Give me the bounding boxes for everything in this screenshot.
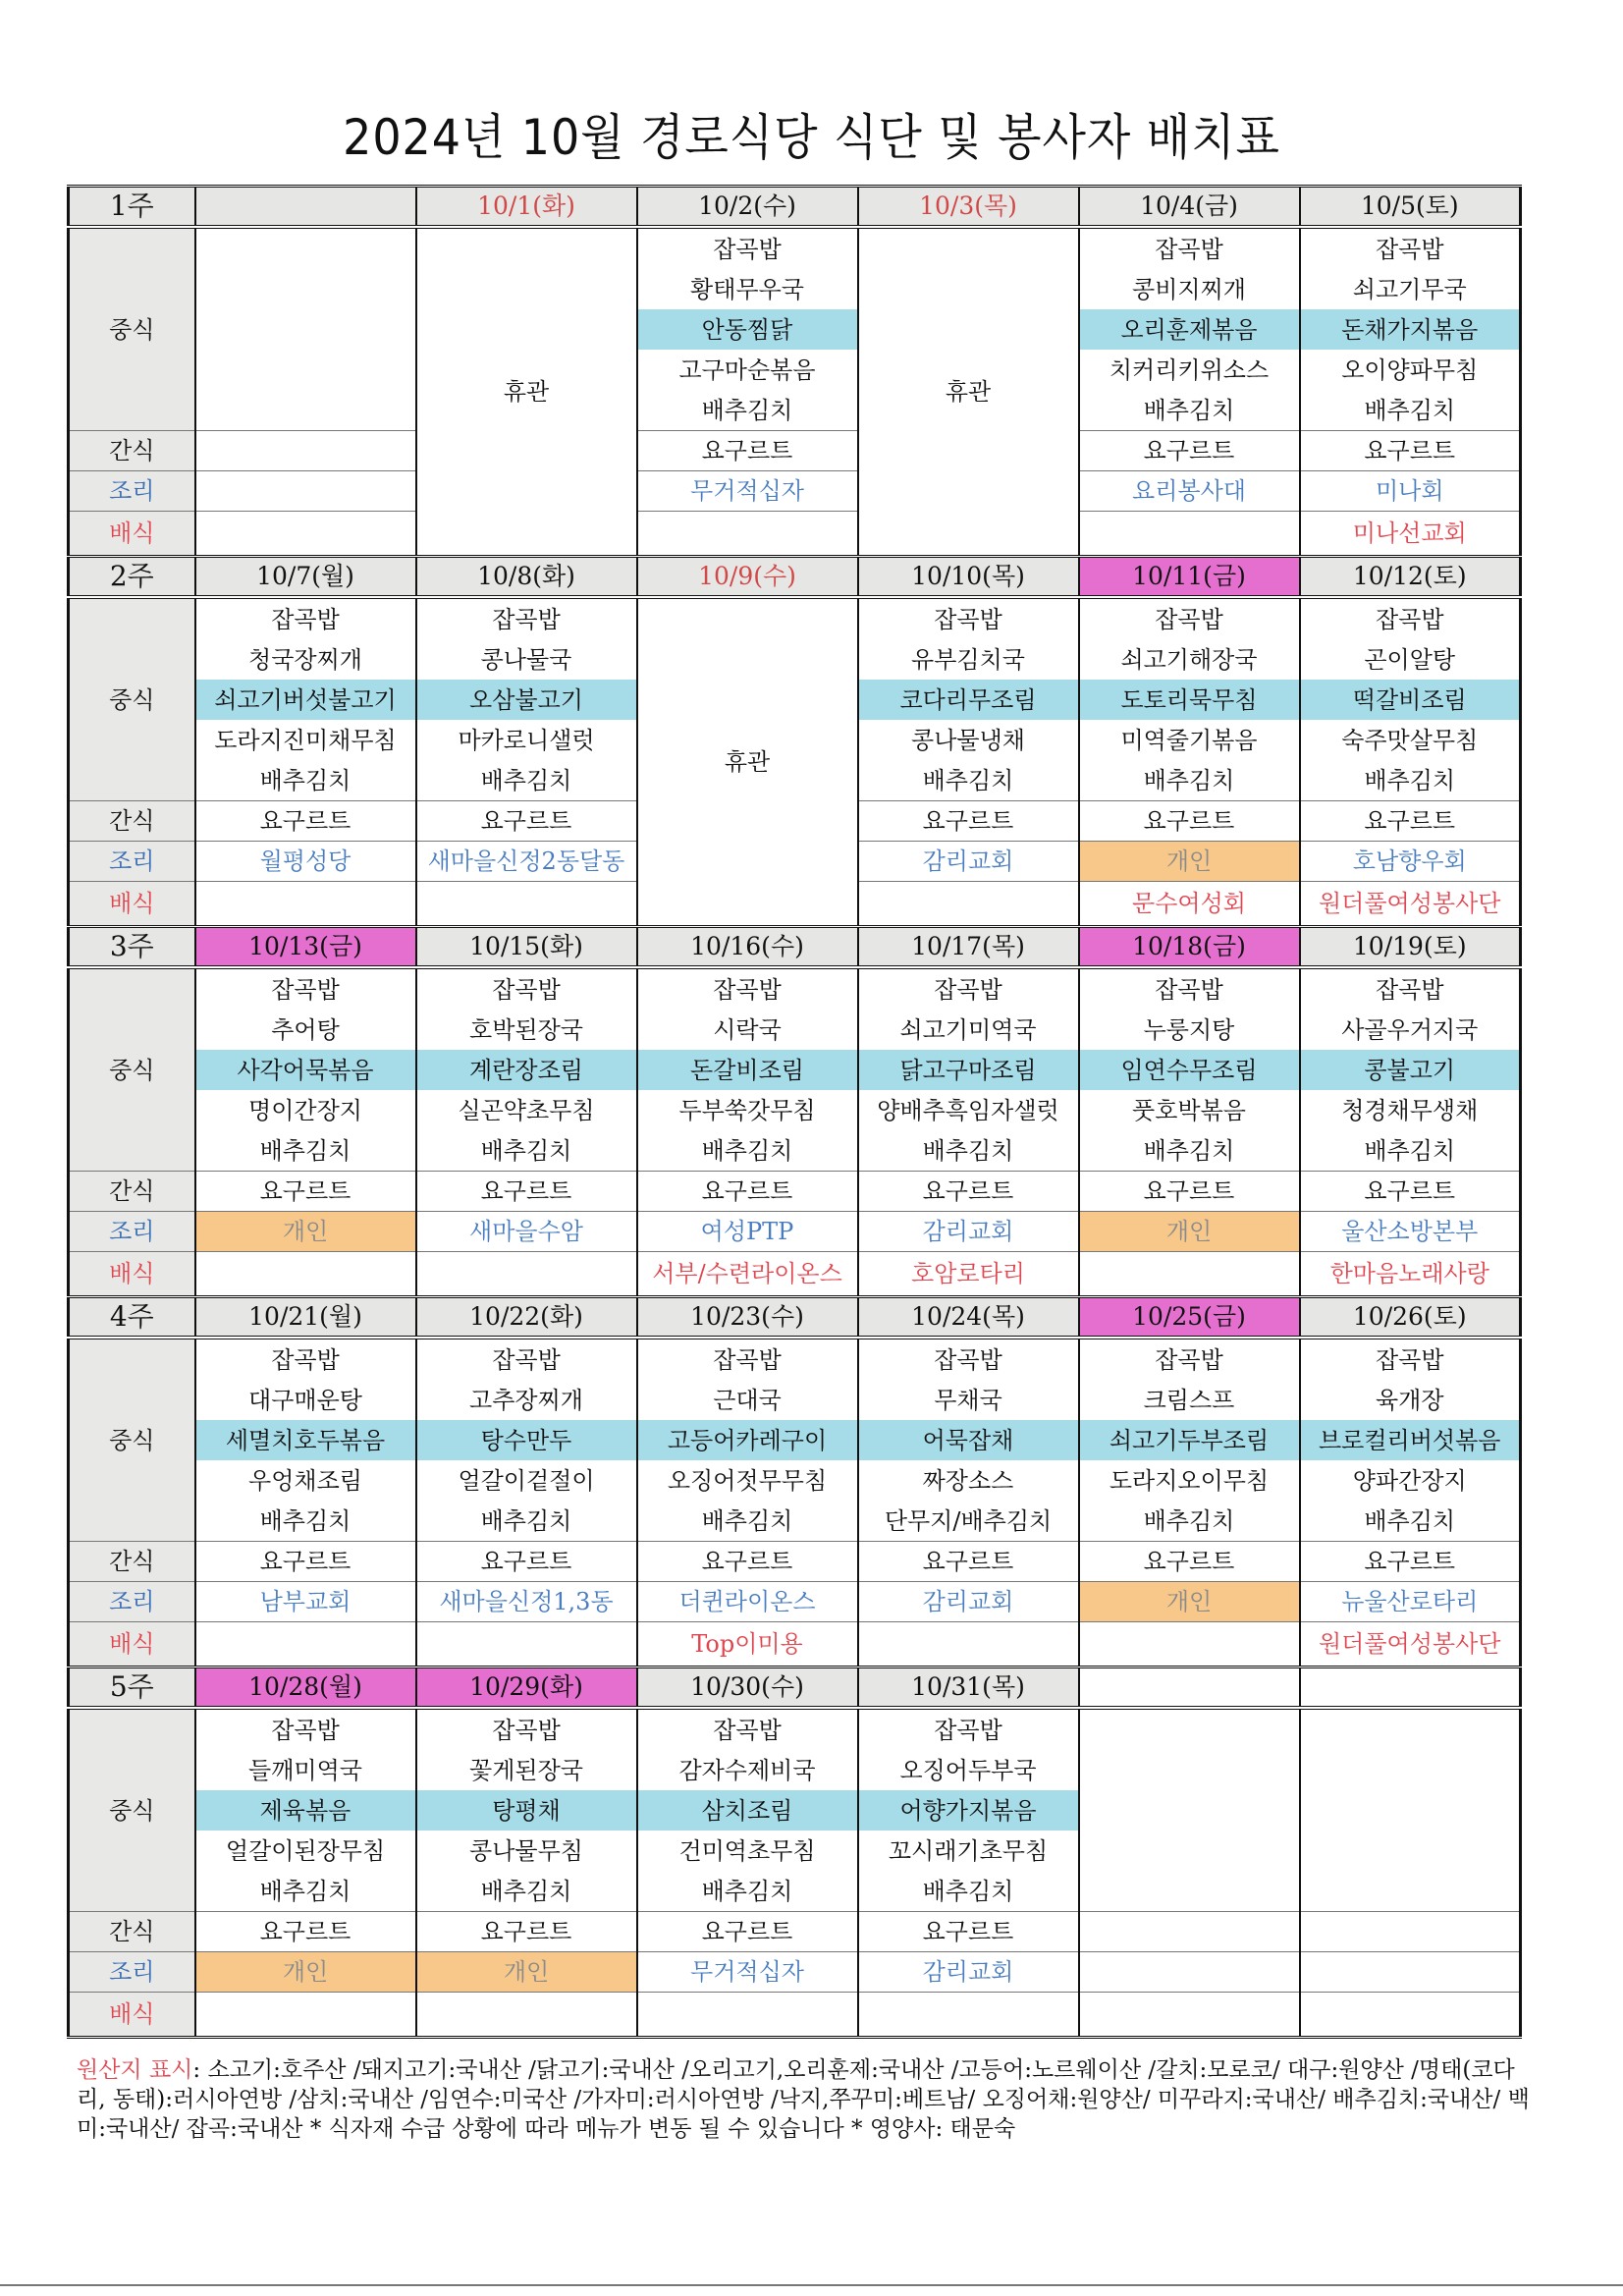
row-label-snack: 간식 bbox=[69, 1542, 195, 1582]
snack-item: 요구르트 bbox=[416, 1172, 637, 1212]
menu-item: 배추김치 bbox=[1079, 1501, 1300, 1542]
day-date-header: 10/21(월) bbox=[195, 1297, 416, 1339]
menu-item: 근대국 bbox=[637, 1380, 858, 1420]
empty-menu-cell bbox=[1079, 1708, 1300, 1912]
row-label-serve: 배식 bbox=[69, 1622, 195, 1667]
serve-volunteer-row bbox=[69, 1252, 1521, 1297]
menu-item: 오이양파무침 bbox=[1300, 350, 1521, 390]
empty-snack-cell bbox=[1079, 1912, 1300, 1952]
snack-item: 요구르트 bbox=[1300, 1542, 1521, 1582]
menu-item: 잡곡밥 bbox=[637, 1708, 858, 1750]
row-label-lunch: 중식 bbox=[69, 597, 195, 801]
menu-item: 마카로니샐럿 bbox=[416, 720, 637, 760]
day-date-header bbox=[195, 187, 416, 228]
week-label: 1주 bbox=[69, 187, 195, 228]
serve-volunteer bbox=[858, 882, 1079, 927]
menu-item: 어묵잡채 bbox=[858, 1420, 1079, 1460]
row-label-serve: 배식 bbox=[69, 1993, 195, 2038]
day-date-header: 10/3(목) bbox=[858, 187, 1079, 228]
day-date-header: 10/26(토) bbox=[1300, 1297, 1521, 1339]
menu-item: 유부김치국 bbox=[858, 639, 1079, 680]
serve-volunteer bbox=[416, 1993, 637, 2038]
menu-item: 대구매운탕 bbox=[195, 1380, 416, 1420]
menu-item: 콩비지찌개 bbox=[1079, 269, 1300, 309]
cook-volunteer-row bbox=[69, 471, 1521, 512]
menu-item: 잡곡밥 bbox=[195, 1708, 416, 1750]
menu-item: 배추김치 bbox=[1300, 390, 1521, 431]
schedule-table bbox=[67, 185, 1522, 2039]
menu-item: 잡곡밥 bbox=[637, 967, 858, 1010]
menu-item: 청국장찌개 bbox=[195, 639, 416, 680]
menu-item: 콩나물냉채 bbox=[858, 720, 1079, 760]
serve-volunteer bbox=[858, 1622, 1079, 1667]
menu-item: 배추김치 bbox=[858, 1871, 1079, 1912]
day-date-header: 10/4(금) bbox=[1079, 187, 1300, 228]
menu-item: 쇠고기무국 bbox=[1300, 269, 1521, 309]
serve-volunteer: 미나선교회 bbox=[1300, 512, 1521, 557]
day-date-header: 10/28(월) bbox=[195, 1667, 416, 1709]
serve-volunteer bbox=[1079, 512, 1300, 557]
menu-item: 콩불고기 bbox=[1300, 1050, 1521, 1090]
lunch-menu-row bbox=[69, 1420, 1521, 1460]
serve-volunteer-row bbox=[69, 512, 1521, 557]
empty-menu-cell bbox=[1300, 1708, 1521, 1912]
menu-item: 잡곡밥 bbox=[1300, 967, 1521, 1010]
menu-item: 크림스프 bbox=[1079, 1380, 1300, 1420]
menu-item: 잡곡밥 bbox=[637, 227, 858, 269]
day-date-header: 10/29(화) bbox=[416, 1667, 637, 1709]
menu-item: 잡곡밥 bbox=[195, 597, 416, 639]
menu-item: 제육볶음 bbox=[195, 1790, 416, 1831]
menu-item: 황태무우국 bbox=[637, 269, 858, 309]
day-date-header: 10/25(금) bbox=[1079, 1297, 1300, 1339]
serve-volunteer bbox=[637, 512, 858, 557]
snack-row bbox=[69, 1542, 1521, 1582]
snack-item: 요구르트 bbox=[416, 1912, 637, 1952]
lunch-menu-row bbox=[69, 227, 1521, 269]
empty-serve-cell bbox=[1079, 1993, 1300, 2038]
snack-item: 요구르트 bbox=[1079, 801, 1300, 842]
serve-volunteer: 문수여성회 bbox=[1079, 882, 1300, 927]
menu-item: 배추김치 bbox=[195, 760, 416, 801]
serve-volunteer bbox=[195, 1622, 416, 1667]
day-date-header bbox=[1300, 1667, 1521, 1709]
empty-menu-cell bbox=[195, 227, 416, 431]
menu-item: 감자수제비국 bbox=[637, 1750, 858, 1790]
menu-item: 도토리묵무침 bbox=[1079, 680, 1300, 720]
serve-volunteer: 서부/수련라이온스 bbox=[637, 1252, 858, 1297]
lunch-menu-row bbox=[69, 1090, 1521, 1130]
menu-item: 잡곡밥 bbox=[416, 1338, 637, 1380]
menu-item: 양배추흑임자샐럿 bbox=[858, 1090, 1079, 1130]
menu-item: 사각어묵볶음 bbox=[195, 1050, 416, 1090]
row-label-cook: 조리 bbox=[69, 1212, 195, 1252]
snack-item: 요구르트 bbox=[195, 1172, 416, 1212]
menu-item: 배추김치 bbox=[637, 390, 858, 431]
menu-item: 배추김치 bbox=[637, 1501, 858, 1542]
cook-volunteer: 뉴울산로타리 bbox=[1300, 1582, 1521, 1622]
notice-text: * 식자재 수급 상황에 따라 메뉴가 변동 될 수 있습니다 * 영양사: 태문숙 bbox=[302, 2116, 1016, 2142]
empty-cook-cell bbox=[195, 471, 416, 512]
cook-volunteer: 새마을신정1,3동 bbox=[416, 1582, 637, 1622]
cook-volunteer: 개인 bbox=[1079, 1582, 1300, 1622]
week-header-row bbox=[69, 187, 1521, 228]
day-date-header: 10/2(수) bbox=[637, 187, 858, 228]
menu-item: 잡곡밥 bbox=[1300, 1338, 1521, 1380]
serve-volunteer: 한마음노래사랑 bbox=[1300, 1252, 1521, 1297]
menu-item: 쇠고기미역국 bbox=[858, 1010, 1079, 1050]
menu-item: 꽃게된장국 bbox=[416, 1750, 637, 1790]
day-date-header: 10/17(목) bbox=[858, 927, 1079, 968]
menu-item: 잡곡밥 bbox=[637, 1338, 858, 1380]
empty-snack-cell bbox=[1300, 1912, 1521, 1952]
menu-item: 누룽지탕 bbox=[1079, 1010, 1300, 1050]
origin-text: : 소고기:호주산 /돼지고기:국내산 /닭고기:국내산 /오리고기,오리훈제:국내산 /고등어:노르웨이산 /갈치:모로코/ 대구:원양산 /명태(코다리, 동태):러시아연방 /삼치:국내산 /임연수:미국산 /가자미:러시아연방 /낙지,쭈꾸미:베트남/ 오징어채:원양산/ 미꾸라지:국내산/ 배추김치:국내산/ 백미:국내산/ 잡곡:국내산 bbox=[77, 2057, 1530, 2142]
row-label-snack: 간식 bbox=[69, 431, 195, 471]
serve-volunteer: 원더풀여성봉사단 bbox=[1300, 882, 1521, 927]
menu-item: 잡곡밥 bbox=[1079, 227, 1300, 269]
menu-item: 어향가지볶음 bbox=[858, 1790, 1079, 1831]
menu-item: 잡곡밥 bbox=[1079, 597, 1300, 639]
menu-item: 잡곡밥 bbox=[858, 967, 1079, 1010]
menu-item: 배추김치 bbox=[416, 760, 637, 801]
menu-item: 삼치조림 bbox=[637, 1790, 858, 1831]
lunch-menu-row bbox=[69, 1380, 1521, 1420]
menu-item: 풋호박볶음 bbox=[1079, 1090, 1300, 1130]
lunch-menu-row bbox=[69, 1501, 1521, 1542]
menu-item: 꼬시래기초무침 bbox=[858, 1831, 1079, 1871]
menu-item: 육개장 bbox=[1300, 1380, 1521, 1420]
snack-item: 요구르트 bbox=[858, 801, 1079, 842]
row-label-serve: 배식 bbox=[69, 1252, 195, 1297]
day-date-header bbox=[1079, 1667, 1300, 1709]
menu-item: 배추김치 bbox=[637, 1871, 858, 1912]
serve-volunteer: 원더풀여성봉사단 bbox=[1300, 1622, 1521, 1667]
snack-row bbox=[69, 1172, 1521, 1212]
snack-row bbox=[69, 1912, 1521, 1952]
row-label-serve: 배식 bbox=[69, 512, 195, 557]
snack-item: 요구르트 bbox=[1079, 1172, 1300, 1212]
serve-volunteer bbox=[195, 882, 416, 927]
cook-volunteer: 요리봉사대 bbox=[1079, 471, 1300, 512]
lunch-menu-row bbox=[69, 597, 1521, 639]
serve-volunteer bbox=[416, 882, 637, 927]
day-date-header: 10/11(금) bbox=[1079, 557, 1300, 598]
menu-item: 배추김치 bbox=[195, 1501, 416, 1542]
serve-volunteer bbox=[195, 1252, 416, 1297]
menu-item: 명이간장지 bbox=[195, 1090, 416, 1130]
cook-volunteer: 새마을신정2동달동 bbox=[416, 842, 637, 882]
cook-volunteer: 여성PTP bbox=[637, 1212, 858, 1252]
menu-item: 배추김치 bbox=[416, 1130, 637, 1172]
menu-item: 오징어두부국 bbox=[858, 1750, 1079, 1790]
menu-item: 양파간장지 bbox=[1300, 1460, 1521, 1501]
menu-item: 들깨미역국 bbox=[195, 1750, 416, 1790]
menu-item: 배추김치 bbox=[416, 1501, 637, 1542]
menu-item: 배추김치 bbox=[1079, 760, 1300, 801]
cook-volunteer: 미나회 bbox=[1300, 471, 1521, 512]
holiday-closed-cell: 휴관 bbox=[416, 227, 637, 557]
row-label-cook: 조리 bbox=[69, 842, 195, 882]
day-date-header: 10/9(수) bbox=[637, 557, 858, 598]
menu-item: 콩나물국 bbox=[416, 639, 637, 680]
day-date-header: 10/13(금) bbox=[195, 927, 416, 968]
menu-item: 잡곡밥 bbox=[416, 1708, 637, 1750]
menu-item: 무채국 bbox=[858, 1380, 1079, 1420]
menu-item: 고구마순볶음 bbox=[637, 350, 858, 390]
day-date-header: 10/10(목) bbox=[858, 557, 1079, 598]
lunch-menu-row bbox=[69, 1130, 1521, 1172]
menu-item: 배추김치 bbox=[416, 1871, 637, 1912]
page-title: 2024년 10월 경로식당 식단 및 봉사자 배치표 bbox=[343, 109, 1280, 166]
week-label: 5주 bbox=[69, 1667, 195, 1709]
day-date-header: 10/8(화) bbox=[416, 557, 637, 598]
empty-cook-cell bbox=[1300, 1952, 1521, 1993]
day-date-header: 10/23(수) bbox=[637, 1297, 858, 1339]
cook-volunteer-row bbox=[69, 1212, 1521, 1252]
serve-volunteer bbox=[1079, 1622, 1300, 1667]
week-label: 4주 bbox=[69, 1297, 195, 1339]
row-label-snack: 간식 bbox=[69, 1912, 195, 1952]
menu-item: 실곤약초무침 bbox=[416, 1090, 637, 1130]
cook-volunteer: 월평성당 bbox=[195, 842, 416, 882]
snack-item: 요구르트 bbox=[1300, 431, 1521, 471]
menu-item: 호박된장국 bbox=[416, 1010, 637, 1050]
origin-label: 원산지 표시 bbox=[77, 2057, 193, 2083]
menu-item: 잡곡밥 bbox=[858, 1338, 1079, 1380]
lunch-menu-row bbox=[69, 1460, 1521, 1501]
menu-item: 청경채무생채 bbox=[1300, 1090, 1521, 1130]
menu-item: 잡곡밥 bbox=[858, 1708, 1079, 1750]
serve-volunteer: 호암로타리 bbox=[858, 1252, 1079, 1297]
snack-row bbox=[69, 431, 1521, 471]
snack-item: 요구르트 bbox=[858, 1912, 1079, 1952]
menu-item: 두부쑥갓무침 bbox=[637, 1090, 858, 1130]
menu-item: 짜장소스 bbox=[858, 1460, 1079, 1501]
menu-item: 오리훈제볶음 bbox=[1079, 309, 1300, 350]
snack-item: 요구르트 bbox=[637, 1912, 858, 1952]
holiday-closed-cell: 휴관 bbox=[637, 597, 858, 927]
menu-item: 치커리키위소스 bbox=[1079, 350, 1300, 390]
menu-item: 돈갈비조림 bbox=[637, 1050, 858, 1090]
menu-item: 닭고구마조림 bbox=[858, 1050, 1079, 1090]
menu-item: 시락국 bbox=[637, 1010, 858, 1050]
snack-item: 요구르트 bbox=[637, 1172, 858, 1212]
empty-snack-cell bbox=[195, 431, 416, 471]
menu-item: 건미역초무침 bbox=[637, 1831, 858, 1871]
menu-item: 배추김치 bbox=[195, 1130, 416, 1172]
cook-volunteer: 감리교회 bbox=[858, 1582, 1079, 1622]
day-date-header: 10/12(토) bbox=[1300, 557, 1521, 598]
menu-item: 숙주맛살무침 bbox=[1300, 720, 1521, 760]
row-label-lunch: 중식 bbox=[69, 227, 195, 431]
menu-item: 계란장조림 bbox=[416, 1050, 637, 1090]
page-bottom-rule bbox=[0, 2284, 1623, 2286]
week-label: 2주 bbox=[69, 557, 195, 598]
row-label-lunch: 중식 bbox=[69, 967, 195, 1172]
menu-item: 잡곡밥 bbox=[416, 597, 637, 639]
week-label: 3주 bbox=[69, 927, 195, 968]
menu-item: 잡곡밥 bbox=[195, 1338, 416, 1380]
menu-item: 단무지/배추김치 bbox=[858, 1501, 1079, 1542]
menu-item: 배추김치 bbox=[1300, 1130, 1521, 1172]
lunch-menu-row bbox=[69, 1708, 1521, 1750]
snack-item: 요구르트 bbox=[416, 801, 637, 842]
serve-volunteer bbox=[416, 1622, 637, 1667]
menu-item: 탕평채 bbox=[416, 1790, 637, 1831]
snack-item: 요구르트 bbox=[195, 801, 416, 842]
snack-item: 요구르트 bbox=[637, 431, 858, 471]
menu-item: 얼갈이된장무침 bbox=[195, 1831, 416, 1871]
menu-item: 추어탕 bbox=[195, 1010, 416, 1050]
day-date-header: 10/15(화) bbox=[416, 927, 637, 968]
day-date-header: 10/22(화) bbox=[416, 1297, 637, 1339]
week-header-row bbox=[69, 927, 1521, 968]
snack-item: 요구르트 bbox=[1079, 431, 1300, 471]
week-header-row bbox=[69, 1667, 1521, 1709]
lunch-menu-row bbox=[69, 1010, 1521, 1050]
cook-volunteer: 개인 bbox=[195, 1952, 416, 1993]
menu-item: 잡곡밥 bbox=[858, 597, 1079, 639]
origin-footer bbox=[77, 2055, 1530, 2144]
menu-item: 배추김치 bbox=[637, 1130, 858, 1172]
menu-item: 잡곡밥 bbox=[1300, 597, 1521, 639]
row-label-lunch: 중식 bbox=[69, 1708, 195, 1912]
snack-item: 요구르트 bbox=[1300, 801, 1521, 842]
snack-item: 요구르트 bbox=[858, 1542, 1079, 1582]
menu-item: 잡곡밥 bbox=[1300, 227, 1521, 269]
lunch-menu-row bbox=[69, 1050, 1521, 1090]
menu-item: 배추김치 bbox=[1079, 1130, 1300, 1172]
menu-item: 브로컬리버섯볶음 bbox=[1300, 1420, 1521, 1460]
cook-volunteer: 울산소방본부 bbox=[1300, 1212, 1521, 1252]
cook-volunteer: 호남향우회 bbox=[1300, 842, 1521, 882]
snack-item: 요구르트 bbox=[1300, 1172, 1521, 1212]
menu-item: 배추김치 bbox=[858, 1130, 1079, 1172]
row-label-serve: 배식 bbox=[69, 882, 195, 927]
row-label-snack: 간식 bbox=[69, 801, 195, 842]
day-date-header: 10/5(토) bbox=[1300, 187, 1521, 228]
menu-item: 세멸치호두볶음 bbox=[195, 1420, 416, 1460]
cook-volunteer: 감리교회 bbox=[858, 842, 1079, 882]
day-date-header: 10/24(목) bbox=[858, 1297, 1079, 1339]
day-date-header: 10/7(월) bbox=[195, 557, 416, 598]
serve-volunteer bbox=[637, 1993, 858, 2038]
snack-item: 요구르트 bbox=[416, 1542, 637, 1582]
empty-serve-cell bbox=[1300, 1993, 1521, 2038]
snack-item: 요구르트 bbox=[858, 1172, 1079, 1212]
row-label-snack: 간식 bbox=[69, 1172, 195, 1212]
serve-volunteer: Top이미용 bbox=[637, 1622, 858, 1667]
menu-item: 배추김치 bbox=[1300, 1501, 1521, 1542]
cook-volunteer: 무거적십자 bbox=[637, 1952, 858, 1993]
lunch-menu-row bbox=[69, 967, 1521, 1010]
day-date-header: 10/30(수) bbox=[637, 1667, 858, 1709]
week-header-row bbox=[69, 1297, 1521, 1339]
snack-item: 요구르트 bbox=[195, 1912, 416, 1952]
serve-volunteer bbox=[858, 1993, 1079, 2038]
menu-item: 잡곡밥 bbox=[1079, 967, 1300, 1010]
menu-item: 탕수만두 bbox=[416, 1420, 637, 1460]
cook-volunteer-row bbox=[69, 1582, 1521, 1622]
menu-item: 쇠고기두부조림 bbox=[1079, 1420, 1300, 1460]
menu-item: 잡곡밥 bbox=[1079, 1338, 1300, 1380]
cook-volunteer: 남부교회 bbox=[195, 1582, 416, 1622]
day-date-header: 10/1(화) bbox=[416, 187, 637, 228]
day-date-header: 10/16(수) bbox=[637, 927, 858, 968]
menu-item: 오징어젓무무침 bbox=[637, 1460, 858, 1501]
row-label-cook: 조리 bbox=[69, 471, 195, 512]
cook-volunteer: 감리교회 bbox=[858, 1212, 1079, 1252]
menu-item: 고추장찌개 bbox=[416, 1380, 637, 1420]
snack-item: 요구르트 bbox=[1079, 1542, 1300, 1582]
cook-volunteer: 개인 bbox=[416, 1952, 637, 1993]
menu-item: 미역줄기볶음 bbox=[1079, 720, 1300, 760]
menu-item: 잡곡밥 bbox=[195, 967, 416, 1010]
day-date-header: 10/18(금) bbox=[1079, 927, 1300, 968]
lunch-menu-row bbox=[69, 1338, 1521, 1380]
serve-volunteer-row bbox=[69, 1622, 1521, 1667]
cook-volunteer: 더퀸라이온스 bbox=[637, 1582, 858, 1622]
snack-item: 요구르트 bbox=[195, 1542, 416, 1582]
row-label-cook: 조리 bbox=[69, 1582, 195, 1622]
menu-item: 배추김치 bbox=[1079, 390, 1300, 431]
menu-item: 곤이알탕 bbox=[1300, 639, 1521, 680]
cook-volunteer: 새마을수암 bbox=[416, 1212, 637, 1252]
empty-cook-cell bbox=[1079, 1952, 1300, 1993]
menu-item: 도라지오이무침 bbox=[1079, 1460, 1300, 1501]
menu-item: 배추김치 bbox=[195, 1871, 416, 1912]
menu-item: 얼갈이겉절이 bbox=[416, 1460, 637, 1501]
cook-volunteer: 개인 bbox=[1079, 1212, 1300, 1252]
menu-item: 오삼불고기 bbox=[416, 680, 637, 720]
row-label-cook: 조리 bbox=[69, 1952, 195, 1993]
menu-item: 안동찜닭 bbox=[637, 309, 858, 350]
cook-volunteer: 감리교회 bbox=[858, 1952, 1079, 1993]
cook-volunteer-row bbox=[69, 1952, 1521, 1993]
menu-item: 쇠고기버섯불고기 bbox=[195, 680, 416, 720]
menu-item: 돈채가지볶음 bbox=[1300, 309, 1521, 350]
serve-volunteer-row bbox=[69, 1993, 1521, 2038]
day-date-header: 10/19(토) bbox=[1300, 927, 1521, 968]
holiday-closed-cell: 휴관 bbox=[858, 227, 1079, 557]
menu-item: 잡곡밥 bbox=[416, 967, 637, 1010]
menu-item: 임연수무조림 bbox=[1079, 1050, 1300, 1090]
row-label-lunch: 중식 bbox=[69, 1338, 195, 1542]
serve-volunteer bbox=[1079, 1252, 1300, 1297]
cook-volunteer: 개인 bbox=[195, 1212, 416, 1252]
serve-volunteer bbox=[195, 1993, 416, 2038]
menu-item: 고등어카레구이 bbox=[637, 1420, 858, 1460]
menu-item: 우엉채조림 bbox=[195, 1460, 416, 1501]
menu-item: 배추김치 bbox=[858, 760, 1079, 801]
menu-item: 코다리무조림 bbox=[858, 680, 1079, 720]
day-date-header: 10/31(목) bbox=[858, 1667, 1079, 1709]
menu-item: 떡갈비조림 bbox=[1300, 680, 1521, 720]
menu-item: 사골우거지국 bbox=[1300, 1010, 1521, 1050]
menu-item: 쇠고기해장국 bbox=[1079, 639, 1300, 680]
menu-item: 도라지진미채무침 bbox=[195, 720, 416, 760]
serve-volunteer bbox=[416, 1252, 637, 1297]
menu-item: 콩나물무침 bbox=[416, 1831, 637, 1871]
menu-item: 배추김치 bbox=[1300, 760, 1521, 801]
empty-serve-cell bbox=[195, 512, 416, 557]
cook-volunteer: 무거적십자 bbox=[637, 471, 858, 512]
cook-volunteer: 개인 bbox=[1079, 842, 1300, 882]
week-header-row bbox=[69, 557, 1521, 598]
snack-item: 요구르트 bbox=[637, 1542, 858, 1582]
